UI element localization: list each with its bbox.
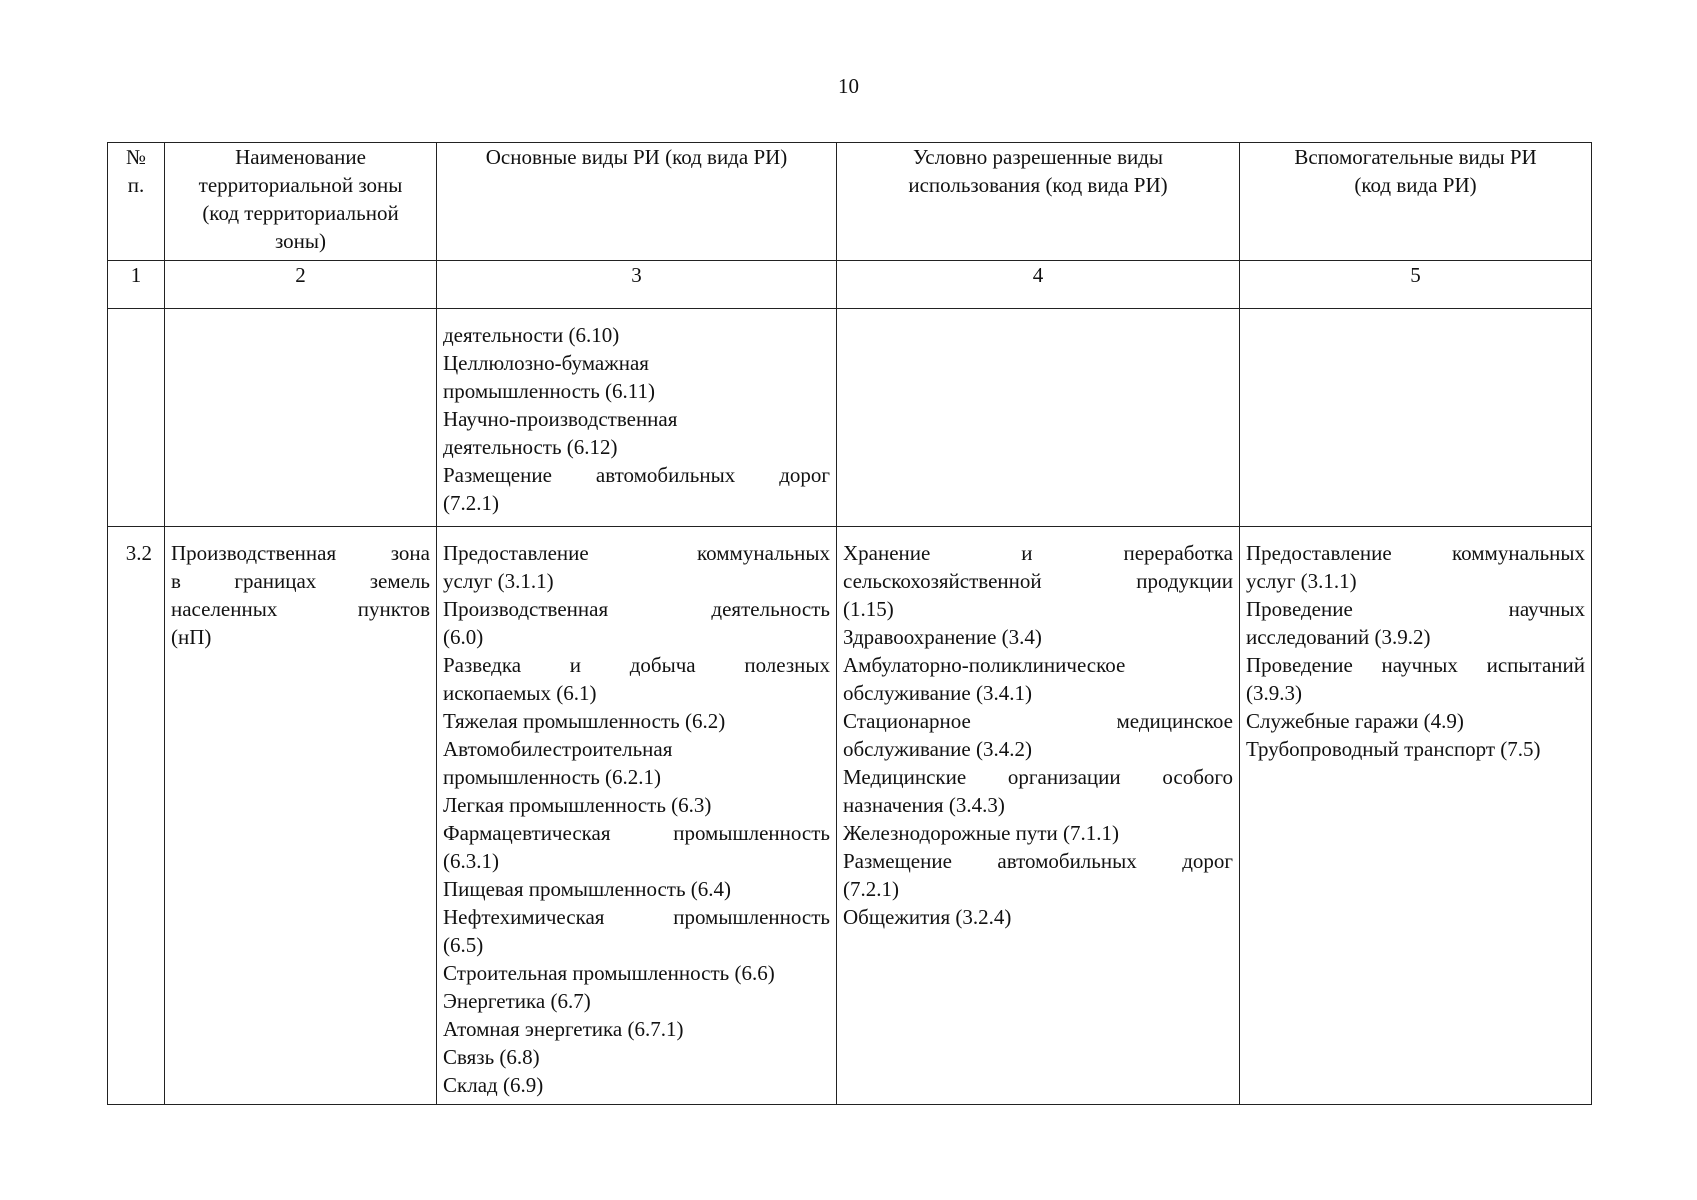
use-line: Тяжелая промышленность (6.2) — [443, 709, 726, 733]
use-line: Фармацевтическая промышленность — [443, 821, 830, 845]
use-line: обслуживание (3.4.1) — [843, 681, 1032, 705]
use-line: исследований (3.9.2) — [1246, 625, 1431, 649]
use-line: (3.9.3) — [1246, 681, 1302, 705]
header-line: Вспомогательные виды РИ — [1294, 145, 1537, 169]
zone-line: (нП) — [171, 625, 212, 649]
use-line: (6.5) — [443, 933, 484, 957]
main-uses-cell — [437, 309, 837, 527]
use-line: сельскохозяйственной продукции — [843, 569, 1233, 593]
column-number-row — [108, 261, 1592, 309]
use-line: Предоставление коммунальных — [1246, 541, 1585, 565]
use-line: услуг (3.1.1) — [1246, 569, 1357, 593]
use-line: промышленность (6.11) — [443, 379, 655, 403]
use-line: Общежития (3.2.4) — [843, 905, 1012, 929]
zone-line: Производственная зона — [171, 541, 430, 565]
use-line: Нефтехимическая промышленность — [443, 905, 830, 929]
zone-line: в границах земель — [171, 569, 430, 593]
column-number: 1 — [108, 261, 165, 309]
use-line: Размещение автомобильных дорог — [443, 463, 830, 487]
use-line: Автомобилестроительная — [443, 737, 673, 761]
header-line: п. — [127, 173, 145, 197]
use-line: Производственная деятельность — [443, 597, 830, 621]
header-zone-name — [165, 143, 437, 261]
use-line: Связь (6.8) — [443, 1045, 540, 1069]
column-number: 5 — [1240, 261, 1592, 309]
use-line: деятельности (6.10) — [443, 323, 620, 347]
page-number: 10 — [838, 74, 859, 98]
use-line: Легкая промышленность (6.3) — [443, 793, 712, 817]
zone-cell — [165, 527, 437, 1105]
use-line: (1.15) — [843, 597, 894, 621]
header-number — [108, 143, 165, 261]
auxiliary-uses-cell — [1240, 309, 1592, 527]
column-number: 3 — [437, 261, 837, 309]
main-uses-cell — [437, 527, 837, 1105]
header-line: использования (код вида РИ) — [908, 173, 1168, 197]
use-line: Атомная энергетика (6.7.1) — [443, 1017, 684, 1041]
auxiliary-uses-cell — [1240, 527, 1592, 1105]
use-line: назначения (3.4.3) — [843, 793, 1005, 817]
use-line: Проведение научных — [1246, 597, 1585, 621]
table-row-3-2 — [108, 527, 1592, 1105]
use-line: Научно-производственная — [443, 407, 678, 431]
use-line: Железнодорожные пути (7.1.1) — [843, 821, 1120, 845]
use-line: Строительная промышленность (6.6) — [443, 961, 775, 985]
zone-line: населенных пунктов — [171, 597, 430, 621]
conditional-uses-cell — [837, 309, 1240, 527]
use-line: (7.2.1) — [843, 877, 899, 901]
column-number: 2 — [165, 261, 437, 309]
header-line: Условно разрешенные виды — [912, 145, 1164, 169]
use-line: (6.0) — [443, 625, 484, 649]
use-line: Целлюлозно-бумажная — [443, 351, 649, 375]
header-auxiliary-uses — [1240, 143, 1592, 261]
use-line: Стационарное медицинское — [843, 709, 1233, 733]
use-line: Медицинские организации особого — [843, 765, 1233, 789]
use-line: Склад (6.9) — [443, 1073, 544, 1097]
header-line: зоны) — [274, 229, 326, 253]
column-number: 4 — [837, 261, 1240, 309]
use-line: промышленность (6.2.1) — [443, 765, 662, 789]
header-line: Наименование — [235, 145, 366, 169]
use-line: Хранение и переработка — [843, 541, 1233, 565]
header-line: № — [125, 145, 147, 169]
row-number-cell — [108, 309, 165, 527]
use-line: обслуживание (3.4.2) — [843, 737, 1032, 761]
header-line: территориальной зоны — [198, 173, 403, 197]
conditional-uses-cell — [837, 527, 1240, 1105]
use-line: деятельность (6.12) — [443, 435, 618, 459]
use-line: ископаемых (6.1) — [443, 681, 597, 705]
use-line: Трубопроводный транспорт (7.5) — [1246, 737, 1541, 761]
header-line: (код территориальной — [202, 201, 399, 225]
header-line: Основные виды РИ (код вида РИ) — [485, 145, 788, 169]
use-line: Амбулаторно-поликлиническое — [843, 653, 1126, 677]
use-line: Проведение научных испытаний — [1246, 653, 1585, 677]
use-line: услуг (3.1.1) — [443, 569, 554, 593]
row-number-cell: 3.2 — [108, 527, 165, 1105]
use-line: Здравоохранение (3.4) — [843, 625, 1042, 649]
header-conditional-uses — [837, 143, 1240, 261]
header-line: (код вида РИ) — [1354, 173, 1477, 197]
use-line: Разведка и добыча полезных — [443, 653, 830, 677]
header-row — [108, 143, 1592, 261]
use-line: Энергетика (6.7) — [443, 989, 591, 1013]
use-line: Служебные гаражи (4.9) — [1246, 709, 1464, 733]
use-line: Предоставление коммунальных — [443, 541, 830, 565]
header-main-uses — [437, 143, 837, 261]
use-line: (6.3.1) — [443, 849, 499, 873]
zoning-table — [107, 142, 1592, 1105]
zone-cell — [165, 309, 437, 527]
use-line: Размещение автомобильных дорог — [843, 849, 1233, 873]
use-line: (7.2.1) — [443, 491, 499, 515]
continuation-row — [108, 309, 1592, 527]
use-line: Пищевая промышленность (6.4) — [443, 877, 732, 901]
